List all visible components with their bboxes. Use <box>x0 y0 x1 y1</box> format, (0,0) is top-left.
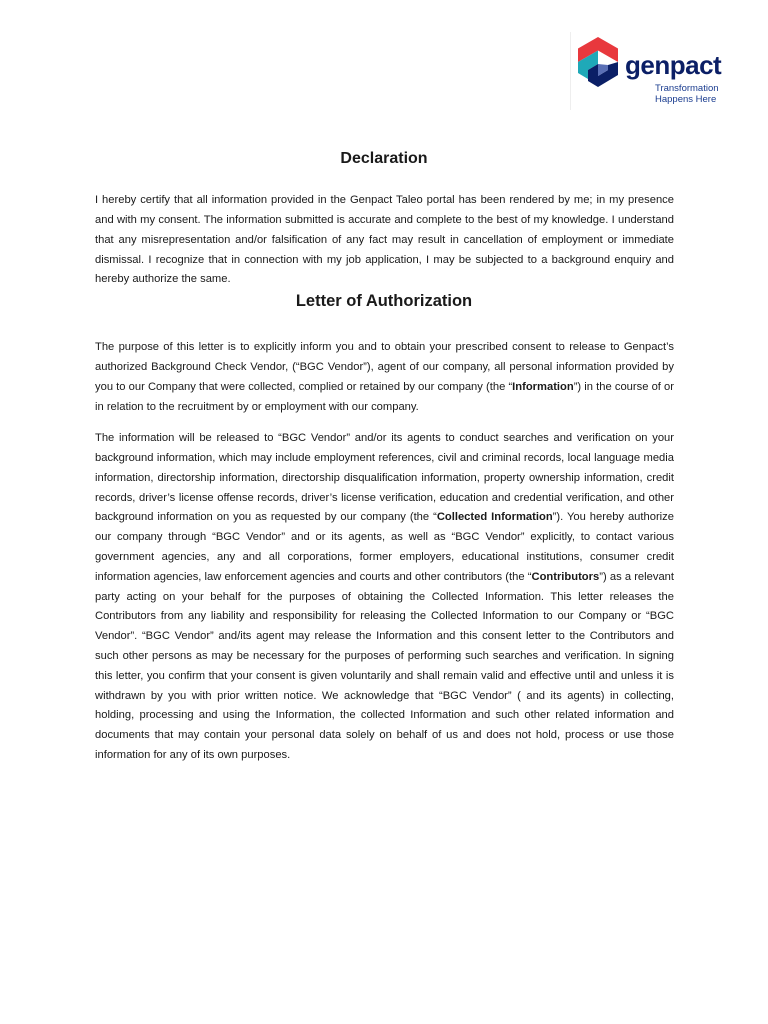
auth-p2-text-b: ”). You hereby authorize our company through “BGC Vendor” and or its agents, as well as “BGC Vendor” explicitly, to contact various government agencies, any and all corporations, former employers, educational institutions, consumer credit information agencies, law enforcement agencies and courts and other contributors (the “ <box>95 511 674 583</box>
logo-tagline-line2: Happens Here <box>655 94 717 105</box>
auth-p2-text-a: The information will be released to “BGC Vendor” and/or its agents to conduct searches and verification on your background information, which may include employment references, civil and criminal records, local language media information, directorship information, directorship disqualification information, property ownership information, credit records, driver’s license offense records, driver’s license verification, education and credential verification, and other background information on you as requested by our company (the “ <box>95 432 674 524</box>
auth-p1-text-b: ”) in the course of or in relation to the recruitment by or employment with our company. <box>95 380 675 413</box>
genpact-logo <box>570 32 731 110</box>
genpact-logo-icon <box>575 35 621 89</box>
logo-tagline <box>655 83 729 105</box>
auth-p2-bold-1: Collected Information <box>436 511 553 524</box>
auth-p1-text-a: The purpose of this letter is to explicitly inform you and to obtain your prescribed consent to release to Genpact’s authorized Background Check Vendor, (“BGC Vendor”), agent of our company, all personal information provided by you to our Company that were collected, complied or retained by our company (the “ <box>95 341 674 393</box>
auth-p2-bold-2: Contributors <box>531 570 600 583</box>
logo-wordmark: genpact <box>625 50 722 80</box>
authorization-title: Letter of Authorization <box>295 292 473 310</box>
logo-tagline-line1: Transformation <box>655 83 719 94</box>
auth-p1-bold: Information <box>512 380 574 393</box>
auth-p2-text-c: ”) as a relevant party acting on your behalf for the purposes of obtaining the Collected Information. This letter releases the Contributors from any liability and responsibility for releasing the Collected Information to our Company or “BGC Vendor”. “BGC Vendor” and/its agent may release the Information and this consent letter to the Contributors and such other persons as may be necessary for the purposes of performing such searches and verification. In signing this letter, you confirm that your consent is given voluntarily and shall remain valid and effective until and unless it is withdrawn by you with prior written notice. We acknowledge that “BGC Vendor” ( and its agents) in collecting, holding, processing and using the Information, the collected Information and such other related information and documents that may contain your personal data solely on behalf of us and does not hold, process or use those information for any of its own purposes. <box>95 570 674 761</box>
declaration-title: Declaration <box>340 150 428 167</box>
authorization-paragraph-1 <box>95 338 674 417</box>
authorization-paragraph-2 <box>95 429 674 766</box>
declaration-text: I hereby certify that all information provided in the Genpact Taleo portal has been rendered by me; in my presence and with my consent. The information submitted is accurate and complete to the best of my knowledge. I understand that any misrepresentation and/or falsification of any fact may result in cancellation of employment or immediate dismissal. I recognize that in connection with my job application, I may be subjected to a background enquiry and hereby authorize the same. <box>95 194 674 286</box>
